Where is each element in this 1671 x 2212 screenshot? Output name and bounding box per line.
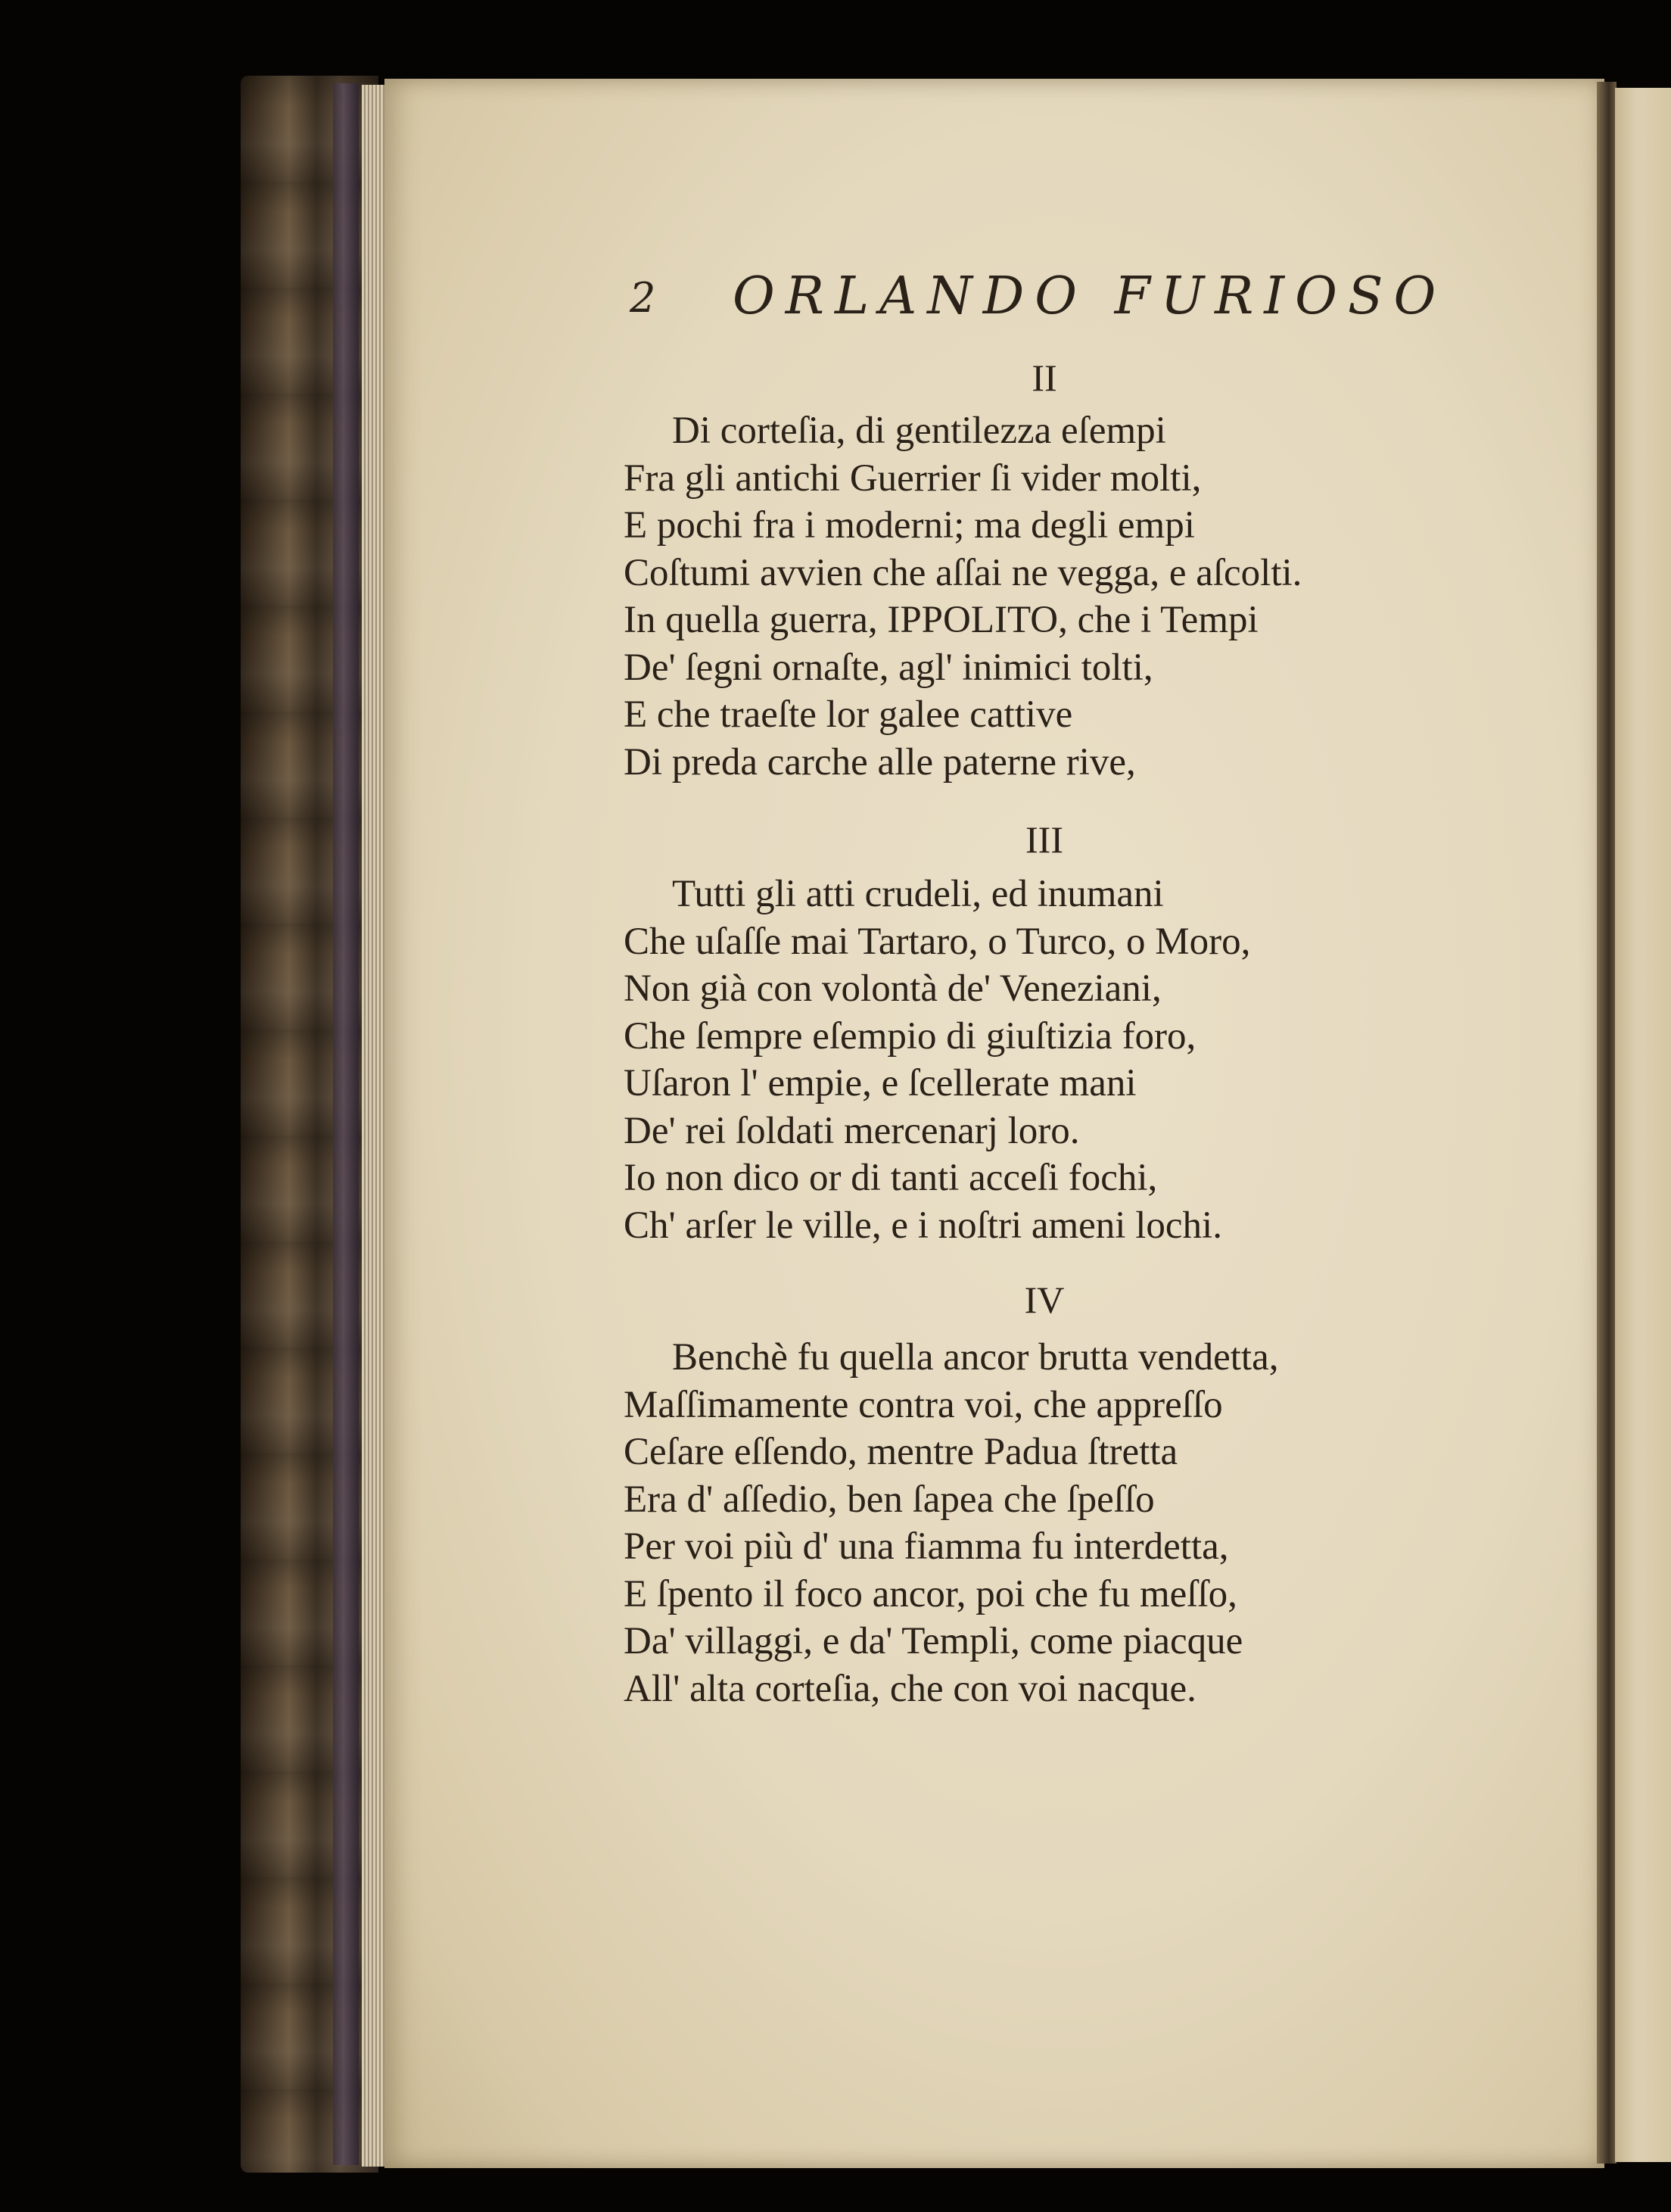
stanza-numeral: II: [1032, 357, 1057, 399]
verse-line: De' rei ſoldati mercenarj loro.: [624, 1109, 1080, 1152]
spine-band: [333, 83, 359, 2165]
verse-line: Ceſare eſſendo, mentre Padua ſtretta: [624, 1431, 1178, 1473]
stanza: [624, 871, 1250, 1249]
verse-line: E pochi fra i moderni; ma degli empi: [624, 504, 1195, 547]
stanza-numeral: III: [1025, 818, 1063, 861]
verse-line: Da' villaggi, e da' Templi, come piacque: [624, 1620, 1243, 1662]
verse-line: Benchè fu quella ancor brutta vendetta,: [672, 1336, 1279, 1379]
verse-line: Che uſaſſe mai Tartaro, o Turco, o Moro,: [624, 920, 1251, 963]
verse-line: Ch' arſer le ville, e i noſtri ameni lochi.: [624, 1204, 1222, 1247]
verse-line: Non già con volontà de' Veneziani,: [624, 967, 1162, 1010]
verse-line: De' ſegni ornaſte, agl' inimici tolti,: [624, 646, 1153, 689]
verse-line: Io non dico or di tanti acceſi fochi,: [624, 1157, 1158, 1199]
verse-line: Fra gli antichi Guerrier ſi vider molti,: [624, 456, 1202, 500]
verse-line: Uſaron l' empie, e ſcellerate mani: [624, 1062, 1137, 1104]
verse-line: E ſpento il foco ancor, poi che fu meſſo,: [624, 1572, 1237, 1615]
verse-line: In quella guerra, IPPOLITO, che i Tempi: [624, 599, 1259, 641]
verse-line: Coſtumi avvien che aſſai ne vegga, e aſcolti.: [624, 551, 1302, 594]
running-title: ORLANDO FURIOSO: [733, 266, 1447, 326]
verse-line: Per voi più d' una fiamma fu interdetta,: [624, 1525, 1229, 1568]
verse-line: Che ſempre eſempio di giuſtizia foro,: [624, 1014, 1196, 1058]
verse-line: E che traeſte lor galee cattive: [624, 693, 1073, 736]
stanza: [624, 1334, 1278, 1712]
stanza-numeral: IV: [1024, 1279, 1065, 1321]
verse-line: Maſſimamente contra voi, che appreſſo: [624, 1383, 1223, 1426]
verse-line: Di preda carche alle paterne rive,: [624, 740, 1136, 784]
stanza: [624, 407, 1302, 786]
facing-page-edge: [1615, 88, 1671, 2162]
verse-line: Era d' aſſedio, ben ſapea che ſpeſſo: [624, 1478, 1155, 1521]
page-edges: [362, 85, 387, 2167]
verse-line: Tutti gli atti crudeli, ed inumani: [672, 873, 1164, 915]
page-number: 2: [630, 274, 656, 322]
book-gutter: [1597, 82, 1617, 2164]
verse-line: All' alta corteſia, che con voi nacque.: [624, 1667, 1196, 1710]
verse-line: Di corteſia, di gentilezza eſempi: [672, 410, 1166, 452]
